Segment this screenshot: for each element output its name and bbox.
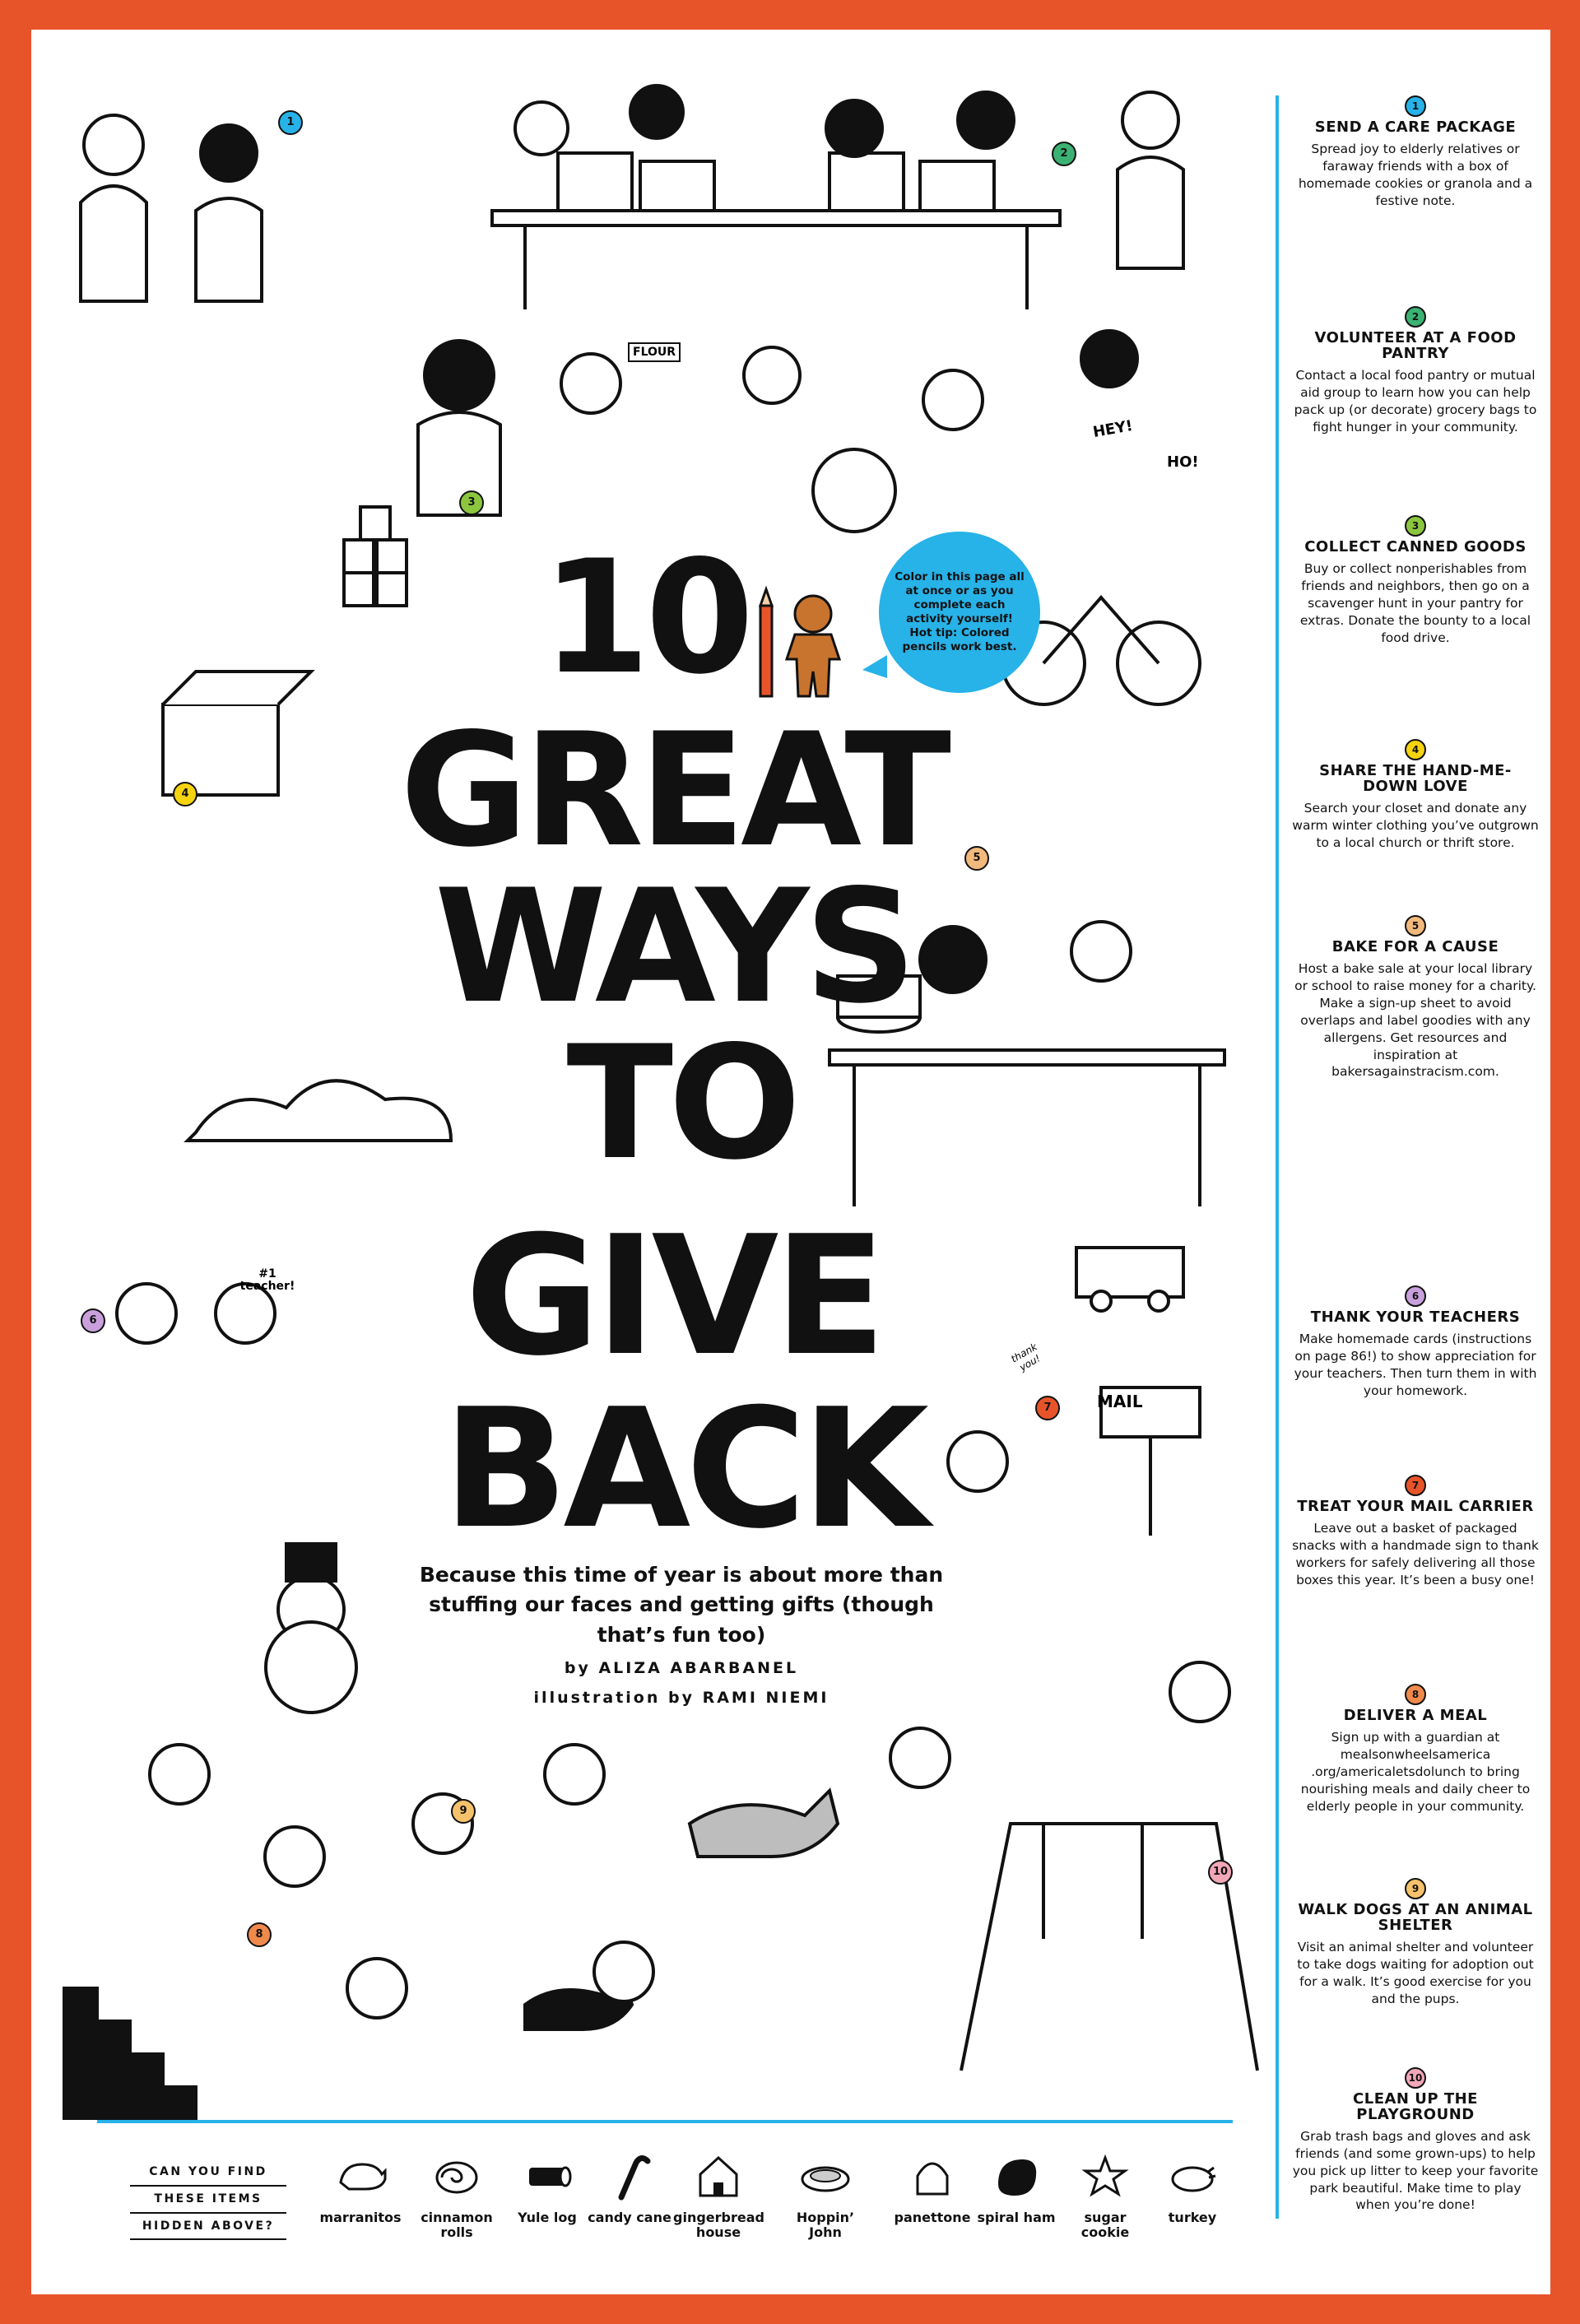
author-byline: by ALIZA ABARBANEL — [564, 1659, 799, 1677]
badge-1: 1 — [278, 110, 303, 135]
activity-9 — [1292, 1878, 1539, 2007]
activity-4-number: 4 — [1405, 739, 1426, 760]
activity-4-text: Search your closet and donate any warm winter clothing you’ve outgrown to a local church or thrift store. — [1292, 800, 1539, 850]
find-label-line-1: CAN YOU FIND — [130, 2159, 286, 2187]
activity-10-number: 10 — [1405, 2067, 1426, 2089]
teacher-card-label: #1 teacher! — [239, 1267, 295, 1294]
activity-8-number: 8 — [1405, 1684, 1426, 1705]
find-item-label: marranitos — [319, 2210, 402, 2225]
find-items-section — [97, 2143, 1233, 2266]
find-item-label: turkey — [1168, 2210, 1217, 2225]
wheelchair-wheel — [813, 449, 895, 532]
cloud — [188, 1081, 451, 1141]
title-line-ways: WAYS — [434, 856, 913, 1038]
badge-9: 9 — [451, 1799, 476, 1824]
activity-5-text: Host a bake sale at your local library or school to raise money for a charity. Make a sign-up sheet to avoid overlaps and label goodies with any allergens. Get resources and inspiration at bakersagainstracism.com. — [1294, 960, 1536, 1080]
activity-9-number: 9 — [1405, 1878, 1426, 1899]
badge-4: 4 — [173, 782, 198, 806]
pig-cookie-icon — [334, 2151, 387, 2201]
find-item-label: panettone — [894, 2210, 971, 2225]
badge-5: 5 — [964, 846, 989, 871]
poster-page — [31, 30, 1550, 2294]
find-item-label: Yule log — [518, 2210, 577, 2225]
activity-6-number: 6 — [1405, 1285, 1426, 1307]
mailbox-label: MAIL — [1097, 1392, 1143, 1411]
find-item-turkey — [1147, 2151, 1238, 2225]
title-line-to: TO — [566, 1012, 797, 1194]
title-line-10: 10 — [541, 527, 750, 709]
find-item-gingerbread-house — [673, 2151, 764, 2241]
activity-5-number: 5 — [1405, 915, 1426, 937]
swing-set — [961, 1824, 1257, 2071]
clothing-box — [163, 672, 311, 795]
find-item-marranitos — [315, 2151, 406, 2225]
bag-ho-label: HO! — [1167, 453, 1199, 471]
activity-7-number: 7 — [1405, 1475, 1426, 1496]
dogs — [525, 1791, 838, 2029]
activity-4-title: SHARE THE HAND-ME-DOWN LOVE — [1319, 762, 1512, 795]
crowd-top — [81, 86, 1183, 515]
mail-truck — [1076, 1248, 1183, 1311]
find-item-panettone — [887, 2151, 978, 2225]
subheading: Because this time of year is about more than stuffing our faces and getting gifts (though that’s fun too) — [419, 1563, 944, 1647]
activity-8-text: Sign up with a guardian at mealsonwheelsamerica .org/americaletsdolunch to bring nourishing meals and daily cheer to elderly people in your community. — [1300, 1729, 1531, 1814]
snowman — [266, 1544, 356, 1713]
activity-9-text: Visit an animal shelter and volunteer to take dogs waiting for adoption out for a walk. It’s good exercise for you and the pups. — [1297, 1939, 1534, 2006]
thank-you-sign-label: thank you! — [1009, 1341, 1043, 1373]
find-item-label: Hoppin’ John — [796, 2210, 855, 2241]
find-label-line-3: HIDDEN ABOVE? — [130, 2214, 286, 2241]
coloring-tip-bubble — [879, 532, 1040, 693]
activity-7-text: Leave out a basket of packaged snacks with a handmade sign to thank workers for safely delivering all those boxes this year. It’s been a busy one! — [1292, 1520, 1539, 1587]
activity-2-number: 2 — [1405, 306, 1426, 328]
find-item-label: gingerbread house — [673, 2210, 764, 2241]
staircase — [64, 1988, 196, 2120]
food-pantry-table — [492, 153, 1060, 309]
title-line-give: GIVE — [465, 1201, 881, 1392]
activity-4 — [1292, 739, 1539, 852]
activity-8-title: DELIVER A MEAL — [1343, 1707, 1488, 1724]
coloring-tip-text: Color in this page all at once or as you complete each activity yourself! Hot tip: Colored pencils work best. — [895, 570, 1025, 653]
find-item-label: spiral ham — [977, 2210, 1056, 2225]
find-item-label: sugar cookie — [1080, 2210, 1130, 2241]
activity-5 — [1292, 915, 1539, 1081]
activity-8 — [1292, 1684, 1539, 1815]
find-item-cinnamon-rolls — [411, 2151, 502, 2241]
gingerbread-house-icon — [692, 2151, 745, 2201]
activity-2-text: Contact a local food pantry or mutual aid group to learn how you can help pack up (or decorate) grocery bags to fight hunger in your community. — [1294, 367, 1537, 435]
badge-7: 7 — [1035, 1396, 1060, 1420]
activity-3-text: Buy or collect nonperishables from friends and neighbors, then go on a scavenger hunt in your pantry for extras. Donate the bounty to a local food drive. — [1299, 560, 1531, 645]
flour-bag-label: FLOUR — [628, 342, 681, 362]
badge-3: 3 — [459, 490, 484, 515]
badge-2: 2 — [1052, 142, 1076, 166]
find-item-candy-cane — [584, 2151, 675, 2225]
yule-log-icon — [521, 2151, 574, 2201]
find-item-sugar-cookie — [1060, 2151, 1150, 2241]
hoppin-john-icon — [799, 2151, 852, 2201]
cinnamon-roll-icon — [430, 2151, 483, 2201]
find-item-spiral-ham — [971, 2151, 1062, 2225]
activity-6 — [1292, 1285, 1539, 1400]
spiral-ham-icon — [990, 2151, 1043, 2201]
badge-10: 10 — [1208, 1860, 1233, 1885]
activity-2 — [1292, 306, 1539, 435]
activity-1-number: 1 — [1405, 95, 1426, 117]
illustrator-credit: illustration by RAMI NIEMI — [533, 1689, 830, 1707]
sugar-cookie-icon — [1079, 2151, 1132, 2201]
activity-6-text: Make homemade cards (instructions on page 86!) to show appreciation for your teachers. Then turn them in with your homework. — [1294, 1331, 1537, 1398]
activity-9-title: WALK DOGS AT AN ANIMAL SHELTER — [1298, 1901, 1533, 1934]
find-item-label: candy cane — [588, 2210, 672, 2225]
activity-5-title: BAKE FOR A CAUSE — [1331, 938, 1499, 955]
find-label-line-2: THESE ITEMS — [130, 2187, 286, 2214]
find-items-label — [130, 2159, 286, 2240]
title-line-back: BACK — [443, 1373, 924, 1565]
canned-goods — [344, 507, 407, 606]
activity-3 — [1292, 515, 1539, 647]
sidebar-divider — [1276, 95, 1279, 2219]
speech-bubble-tail — [862, 655, 887, 678]
activity-7-title: TREAT YOUR MAIL CARRIER — [1297, 1498, 1534, 1515]
title-line-great: GREAT — [400, 700, 946, 881]
activity-2-title: VOLUNTEER AT A FOOD PANTRY — [1314, 329, 1517, 362]
find-item-yule-log — [502, 2151, 592, 2225]
find-item-label: cinnamon rolls — [421, 2210, 493, 2241]
activity-7 — [1292, 1475, 1539, 1589]
turkey-icon — [1166, 2151, 1219, 2201]
activity-1-title: SEND A CARE PACKAGE — [1314, 119, 1517, 136]
activity-10 — [1292, 2067, 1539, 2214]
badge-8: 8 — [247, 1922, 272, 1947]
bag-hey-label: HEY! — [1091, 416, 1135, 442]
activity-1-text: Spread joy to elderly relatives or faraway friends with a box of homemade cookies or granola and a festive note. — [1298, 141, 1533, 208]
activity-1 — [1292, 95, 1539, 210]
activity-10-title: CLEAN UP THE PLAYGROUND — [1353, 2090, 1478, 2123]
candy-cane-icon — [603, 2151, 656, 2201]
footer-divider — [97, 2120, 1233, 2123]
activity-3-title: COLLECT CANNED GOODS — [1304, 538, 1527, 555]
find-item-hoppin-john — [780, 2151, 871, 2241]
activity-10-text: Grab trash bags and gloves and ask friends (and some grown-ups) to help you pick up litter to keep your favorite park beautiful. Make time to play when you’re done! — [1292, 2128, 1539, 2213]
activity-3-number: 3 — [1405, 515, 1426, 537]
panettone-icon — [906, 2151, 959, 2201]
badge-6: 6 — [81, 1308, 105, 1333]
activity-6-title: THANK YOUR TEACHERS — [1310, 1308, 1521, 1326]
